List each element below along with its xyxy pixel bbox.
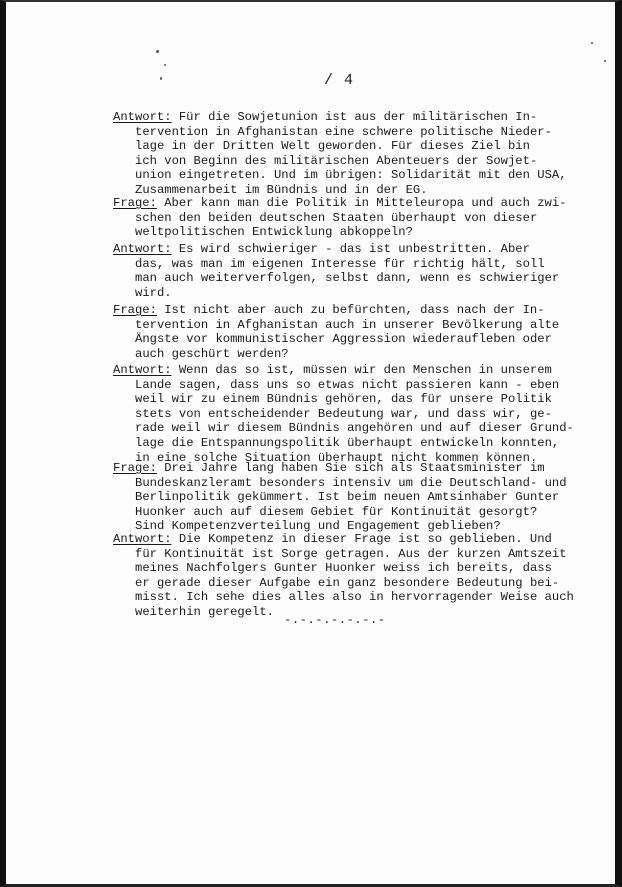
text-line: in eine solche Situation überhaupt nicht kommen können. (135, 450, 538, 465)
text-line: tervention in Afghanistan auch in unserer Bevölkerung alte (135, 317, 560, 332)
text-line: er gerade dieser Aufgabe ein ganz besondere Bedeutung bei- (135, 575, 560, 590)
text-line: tervention in Afghanistan eine schwere politische Nieder- (135, 124, 552, 139)
speaker-label: Frage: (113, 303, 157, 317)
text-line: weiterhin geregelt. (135, 604, 274, 619)
text-line: Zusammenarbeit im Bündnis und in der EG. (135, 182, 428, 197)
answer-block-3 (113, 363, 574, 465)
scan-speck (164, 64, 166, 66)
text-line: union eingetreten. Und im übrigen: Solidarität mit den USA, (135, 168, 567, 183)
question-block-1 (113, 196, 568, 240)
scan-speck (156, 50, 159, 53)
text-line: Ängste vor kommunistischer Aggression wiederaufleben oder (135, 332, 552, 347)
text-line: für Kontinuität ist Sorge getragen. Aus der kurzen Amtszeit (135, 546, 567, 561)
speaker-label: Frage: (113, 461, 157, 475)
text-line: misst. Ich sehe dies alles also in hervorragender Weise auch (135, 590, 574, 605)
text-line: Huonker auch auf diesem Gebiet für Kontinuität gesorgt? (135, 504, 538, 519)
speaker-label: Frage: (113, 196, 157, 210)
text-line: stets von entscheidender Bedeutung war, und dass wir, ge- (135, 406, 552, 421)
text-line: lage die Entspannungspolitik überhaupt entwickeln konnten, (135, 435, 560, 450)
text-line: weltpolitischen Entwicklung abkoppeln? (135, 225, 413, 240)
text-line: man auch weiterverfolgen, selbst dann, wenn es schwieriger (135, 271, 560, 286)
text-line: das, was man im eigenen Interesse für richtig hält, soll (135, 256, 545, 271)
text-line: auch geschürt werden? (135, 346, 289, 361)
question-block-3 (113, 461, 568, 534)
text-line: Bundeskanzleramt besonders intensiv um die Deutschland- und (135, 475, 567, 490)
text-line: Sind Kompetenzverteilung und Engagement geblieben? (135, 519, 501, 534)
text-line: Lande sagen, dass uns so etwas nicht passieren kann - eben (135, 377, 560, 392)
answer-block-1 (113, 110, 568, 198)
scan-speck (591, 42, 593, 44)
text-line: Berlinpolitik gekümmert. Ist beim neuen Amtsinhaber Gunter (135, 490, 560, 505)
text-line: lage in der Dritten Welt geworden. Für dieses Ziel bin (135, 139, 530, 154)
scan-speck (160, 77, 162, 80)
text-line: Ist nicht aber auch zu befürchten, dass nach der In- (156, 303, 545, 317)
text-line: meines Nachfolgers Gunter Huonker weiss ich bereits, dass (135, 561, 552, 576)
speaker-label: Antwort: (113, 363, 172, 377)
text-line: schen den beiden deutschen Staaten überhaupt von dieser (135, 210, 538, 225)
text-line: weil wir zu einem Bündnis gehören, das für unsere Politik (135, 392, 552, 407)
text-line: Aber kann man die Politik in Mitteleuropa und auch zwi- (156, 196, 567, 210)
page-number: / 4 (324, 72, 355, 89)
text-line: Für die Sowjetunion ist aus der militärischen In- (171, 110, 538, 124)
speaker-label: Antwort: (113, 110, 172, 124)
text-line: ich von Beginn des militärischen Abenteuers der Sowjet- (135, 153, 538, 168)
text-line: Die Kompetenz in dieser Frage ist so geblieben. Und (171, 532, 552, 546)
end-mark: -.-.-.-.-.-.- (284, 613, 386, 627)
text-line: Es wird schwieriger - das ist unbestritten. Aber (171, 242, 530, 256)
text-line: Wenn das so ist, müssen wir den Menschen in unserem (171, 363, 552, 377)
answer-block-2 (113, 242, 568, 300)
text-line: Drei Jahre lang haben Sie sich als Staatsminister im (156, 461, 545, 475)
answer-block-4 (113, 532, 574, 620)
text-line: rade weil wir diesem Bündnis angehören und auf dieser Grund- (135, 421, 574, 436)
speaker-label: Antwort: (113, 532, 172, 546)
speaker-label: Antwort: (113, 242, 172, 256)
text-line: wird. (135, 285, 172, 300)
scan-speck (604, 60, 606, 62)
question-block-2 (113, 303, 568, 361)
